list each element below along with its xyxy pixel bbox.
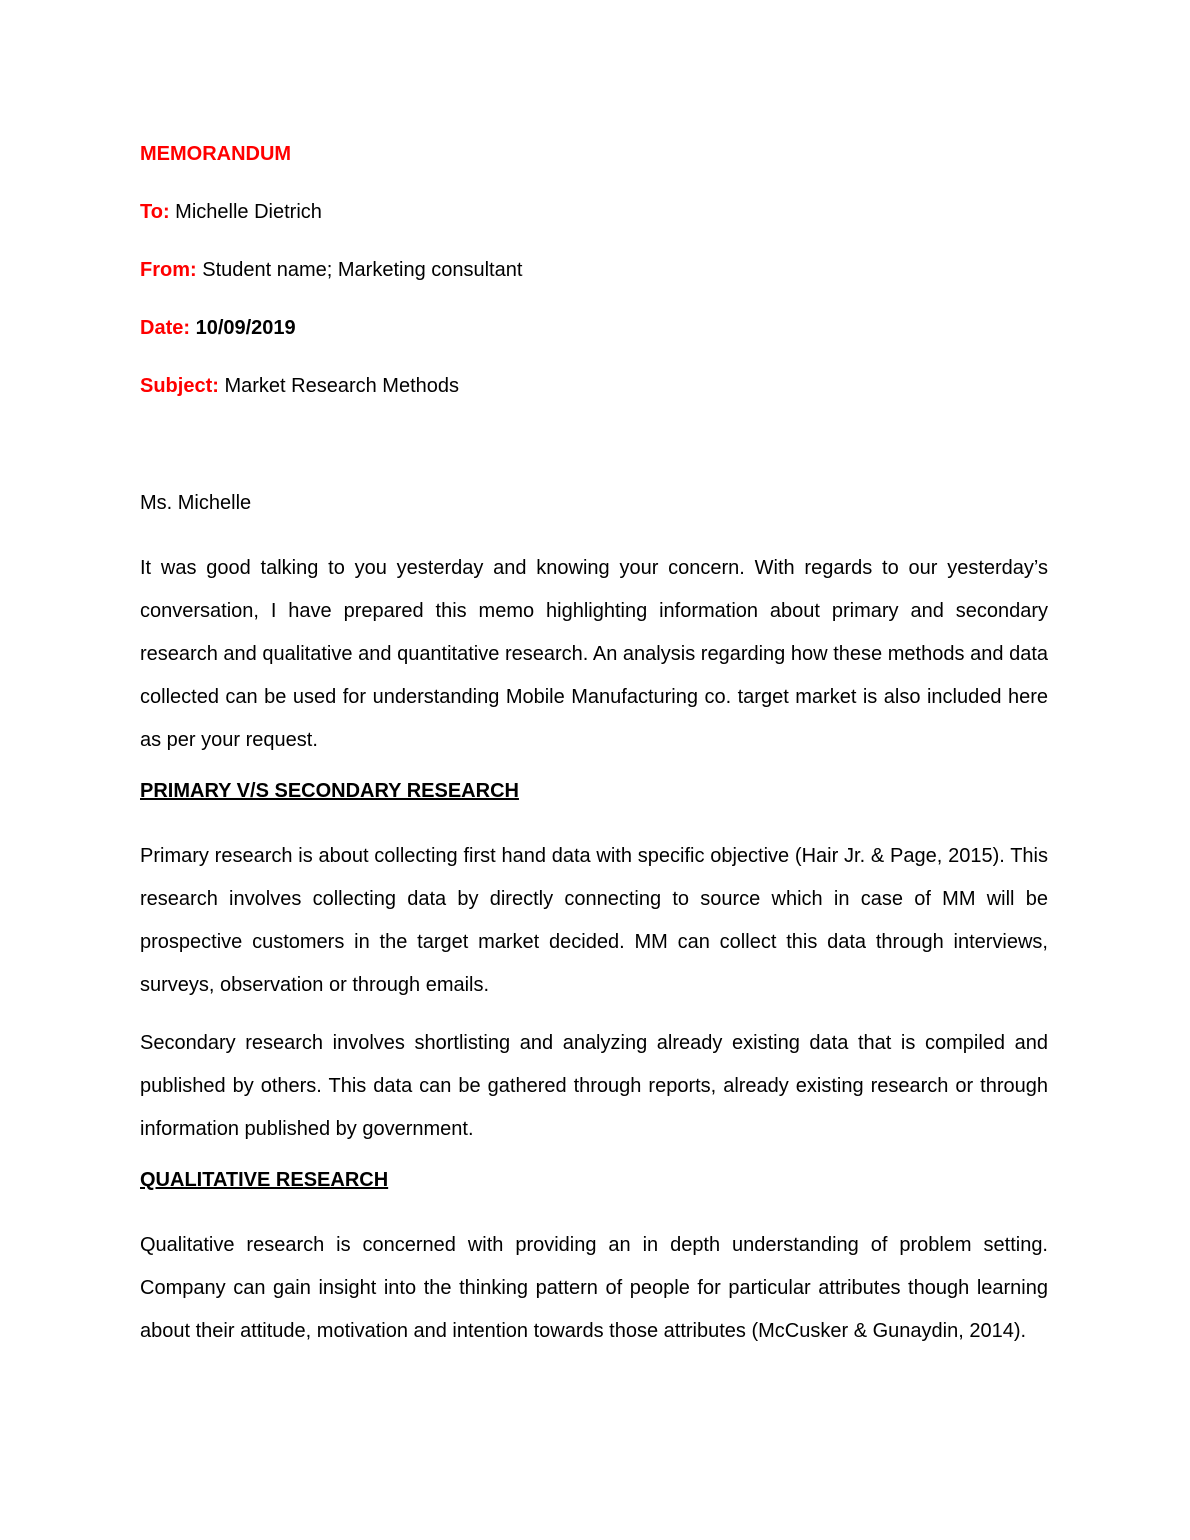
memo-title: MEMORANDUM [140,143,292,165]
from-line [140,256,1048,284]
section-heading-primary-secondary: PRIMARY V/S SECONDARY RESEARCH [140,780,519,802]
subject-label: Subject: [140,375,219,397]
date-value: 10/09/2019 [195,317,296,339]
date-label: Date: [140,317,191,339]
from-label: From: [140,259,197,281]
salutation: Ms. Michelle [140,492,252,514]
section-heading-qualitative: QUALITATIVE RESEARCH [140,1169,389,1191]
to-label: To: [140,201,170,223]
subject-value: Market Research Methods [224,375,460,397]
primary-research-paragraph: Primary research is about collecting first hand data with specific objective (Hair Jr. & Page, 2015). This research involves collecting data by directly connecting to source which in case of MM will be prospective customers in the target market decided. MM can collect this data through interviews, surveys, observation or through emails. [140,845,1048,996]
subject-line [140,372,1048,400]
from-value: Student name; Marketing consultant [202,259,523,281]
secondary-research-paragraph: Secondary research involves shortlisting and analyzing already existing data that is compiled and published by others. This data can be gathered through reports, already existing research or through information published by government. [140,1032,1048,1140]
blank-line [140,430,1048,489]
intro-paragraph: It was good talking to you yesterday and knowing your concern. With regards to our yesterday’s conversation, I have prepared this memo highlighting information about primary and secondary research and qualitative and quantitative research. An analysis regarding how these methods and data collected can be used for understanding Mobile Manufacturing co. target market is also included here as per your request. [140,557,1048,751]
qualitative-research-paragraph: Qualitative research is concerned with providing an in depth understanding of problem setting. Company can gain insight into the thinking pattern of people for particular attributes though learning about their attitude, motivation and intention towards those attributes (McCusker & Gunaydin, 2014). [140,1234,1048,1342]
to-line [140,198,1048,226]
to-value: Michelle Dietrich [175,201,322,223]
memo-content [140,140,1048,1368]
date-line [140,314,1048,342]
